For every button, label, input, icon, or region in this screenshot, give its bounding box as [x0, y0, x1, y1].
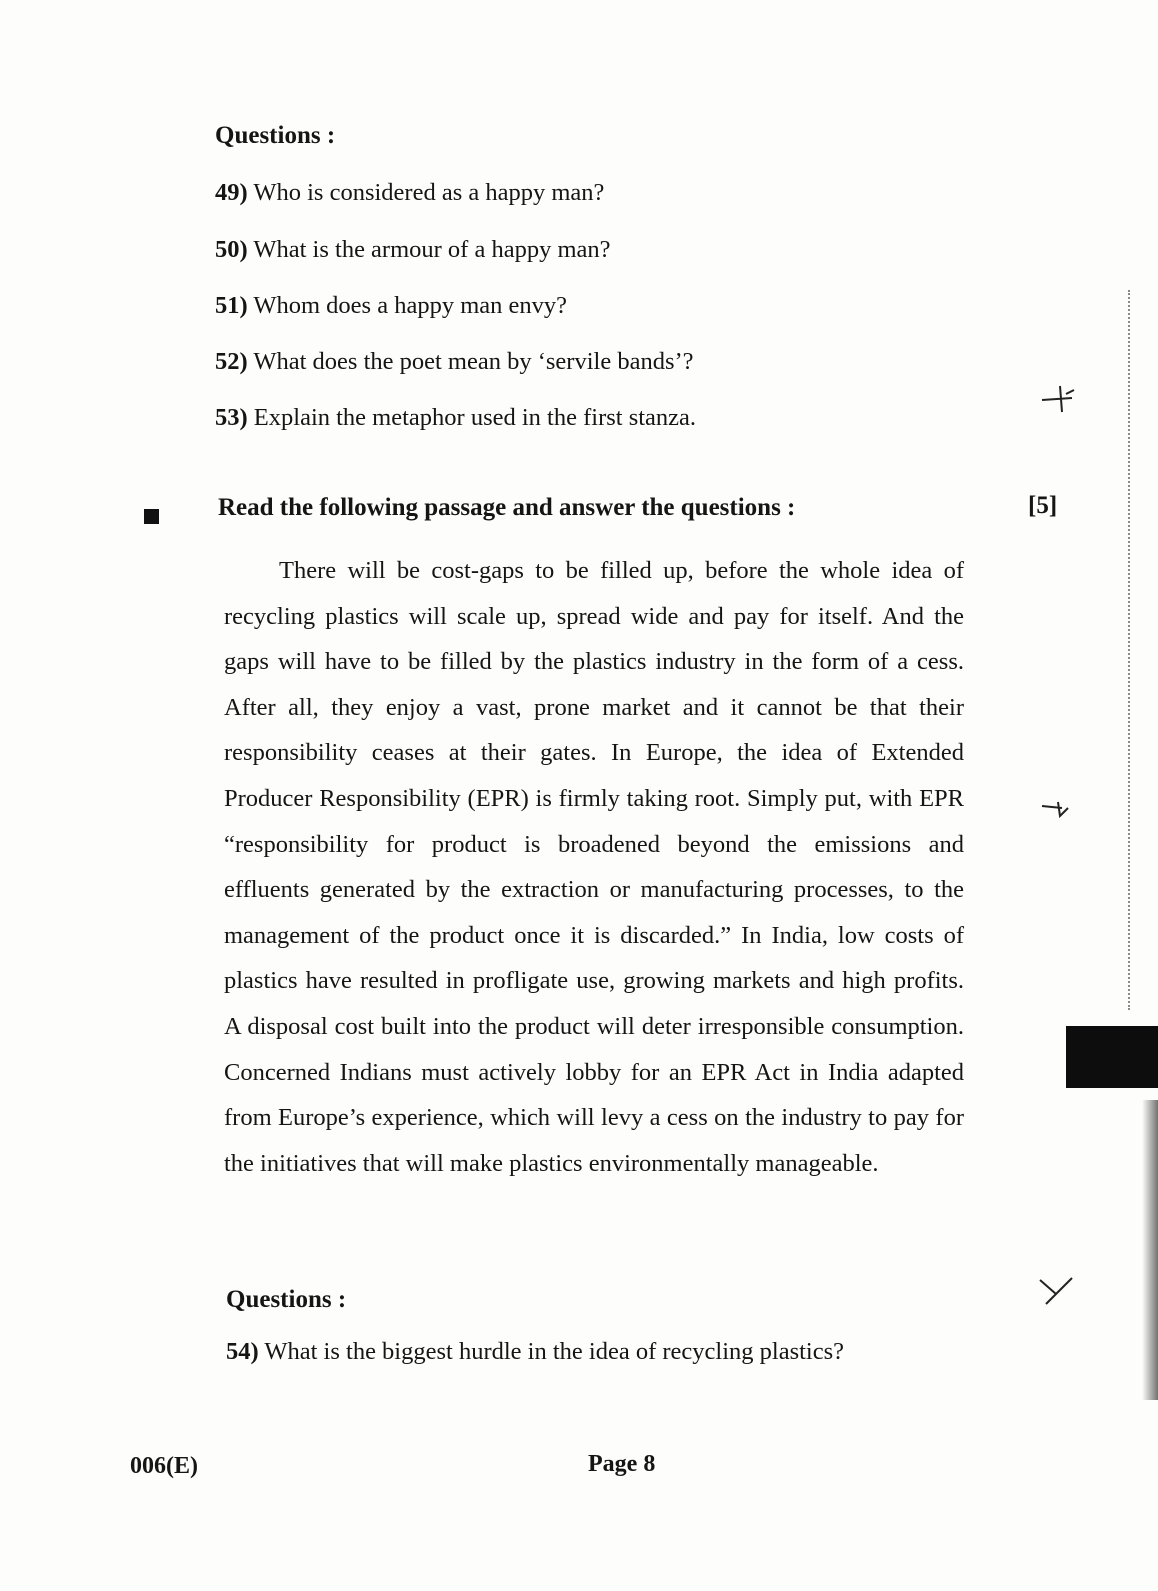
staple-mark-icon: [1038, 380, 1078, 420]
staple-mark-icon: [1040, 796, 1072, 820]
question-number: 50): [215, 236, 248, 263]
question-number: 53): [215, 404, 248, 431]
edge-black-tab: [1066, 1026, 1158, 1088]
question-50: [215, 236, 611, 264]
question-53: [215, 404, 696, 432]
scan-edge-shadow: [1142, 1100, 1158, 1400]
question-text: What is the biggest hurdle in the idea of recycling plastics?: [264, 1338, 845, 1365]
question-number: 54): [226, 1338, 259, 1365]
questions-heading-1: Questions :: [215, 122, 336, 149]
reading-passage: There will be cost-gaps to be filled up, before the whole idea of recycling plastics will scale up, spread wide and pay for itself. And the gaps will have to be filled by the plastics industry in the form of a cess. After all, they enjoy a vast, prone market and it cannot be that their responsibility ceases at their gates. In Europe, the idea of Extended Producer Responsibility (EPR) is firmly taking root. Simply put, with EPR “responsibility for product is broadened beyond the emissions and effluents generated by the extraction or manufacturing processes, to the management of the product once it is discarded.” In India, low costs of plastics have resulted in profligate use, growing markets and high profits. A disposal cost built into the product will deter irresponsible consumption. Concerned Indians must actively lobby for an EPR Act in India adapted from Europe’s experience, which will levy a cess on the industry to pay for the initiatives that will make plastics environmentally manageable.: [224, 557, 964, 1177]
staple-mark-icon: [1036, 1272, 1076, 1308]
question-49: [215, 179, 604, 207]
question-text: What is the armour of a happy man?: [253, 236, 611, 263]
question-text: Explain the metaphor used in the first stanza.: [253, 404, 697, 431]
question-54: [226, 1338, 844, 1366]
question-number: 52): [215, 348, 248, 375]
question-number: 49): [215, 179, 248, 206]
section-bullet: [144, 509, 159, 524]
marks-label: [5]: [1028, 492, 1058, 519]
question-number: 51): [215, 292, 248, 319]
question-text: Whom does a happy man envy?: [253, 292, 568, 319]
question-text: Who is considered as a happy man?: [253, 179, 605, 206]
question-text: What does the poet mean by ‘servile bands’?: [253, 348, 694, 375]
question-52: [215, 348, 694, 376]
passage-instruction: Read the following passage and answer the questions :: [218, 494, 796, 521]
questions-heading-2: Questions :: [226, 1286, 347, 1313]
page-number: Page 8: [588, 1451, 656, 1477]
binding-edge-marks: [1128, 290, 1136, 1010]
question-51: [215, 292, 567, 320]
paper-code: 006(E): [130, 1453, 198, 1479]
